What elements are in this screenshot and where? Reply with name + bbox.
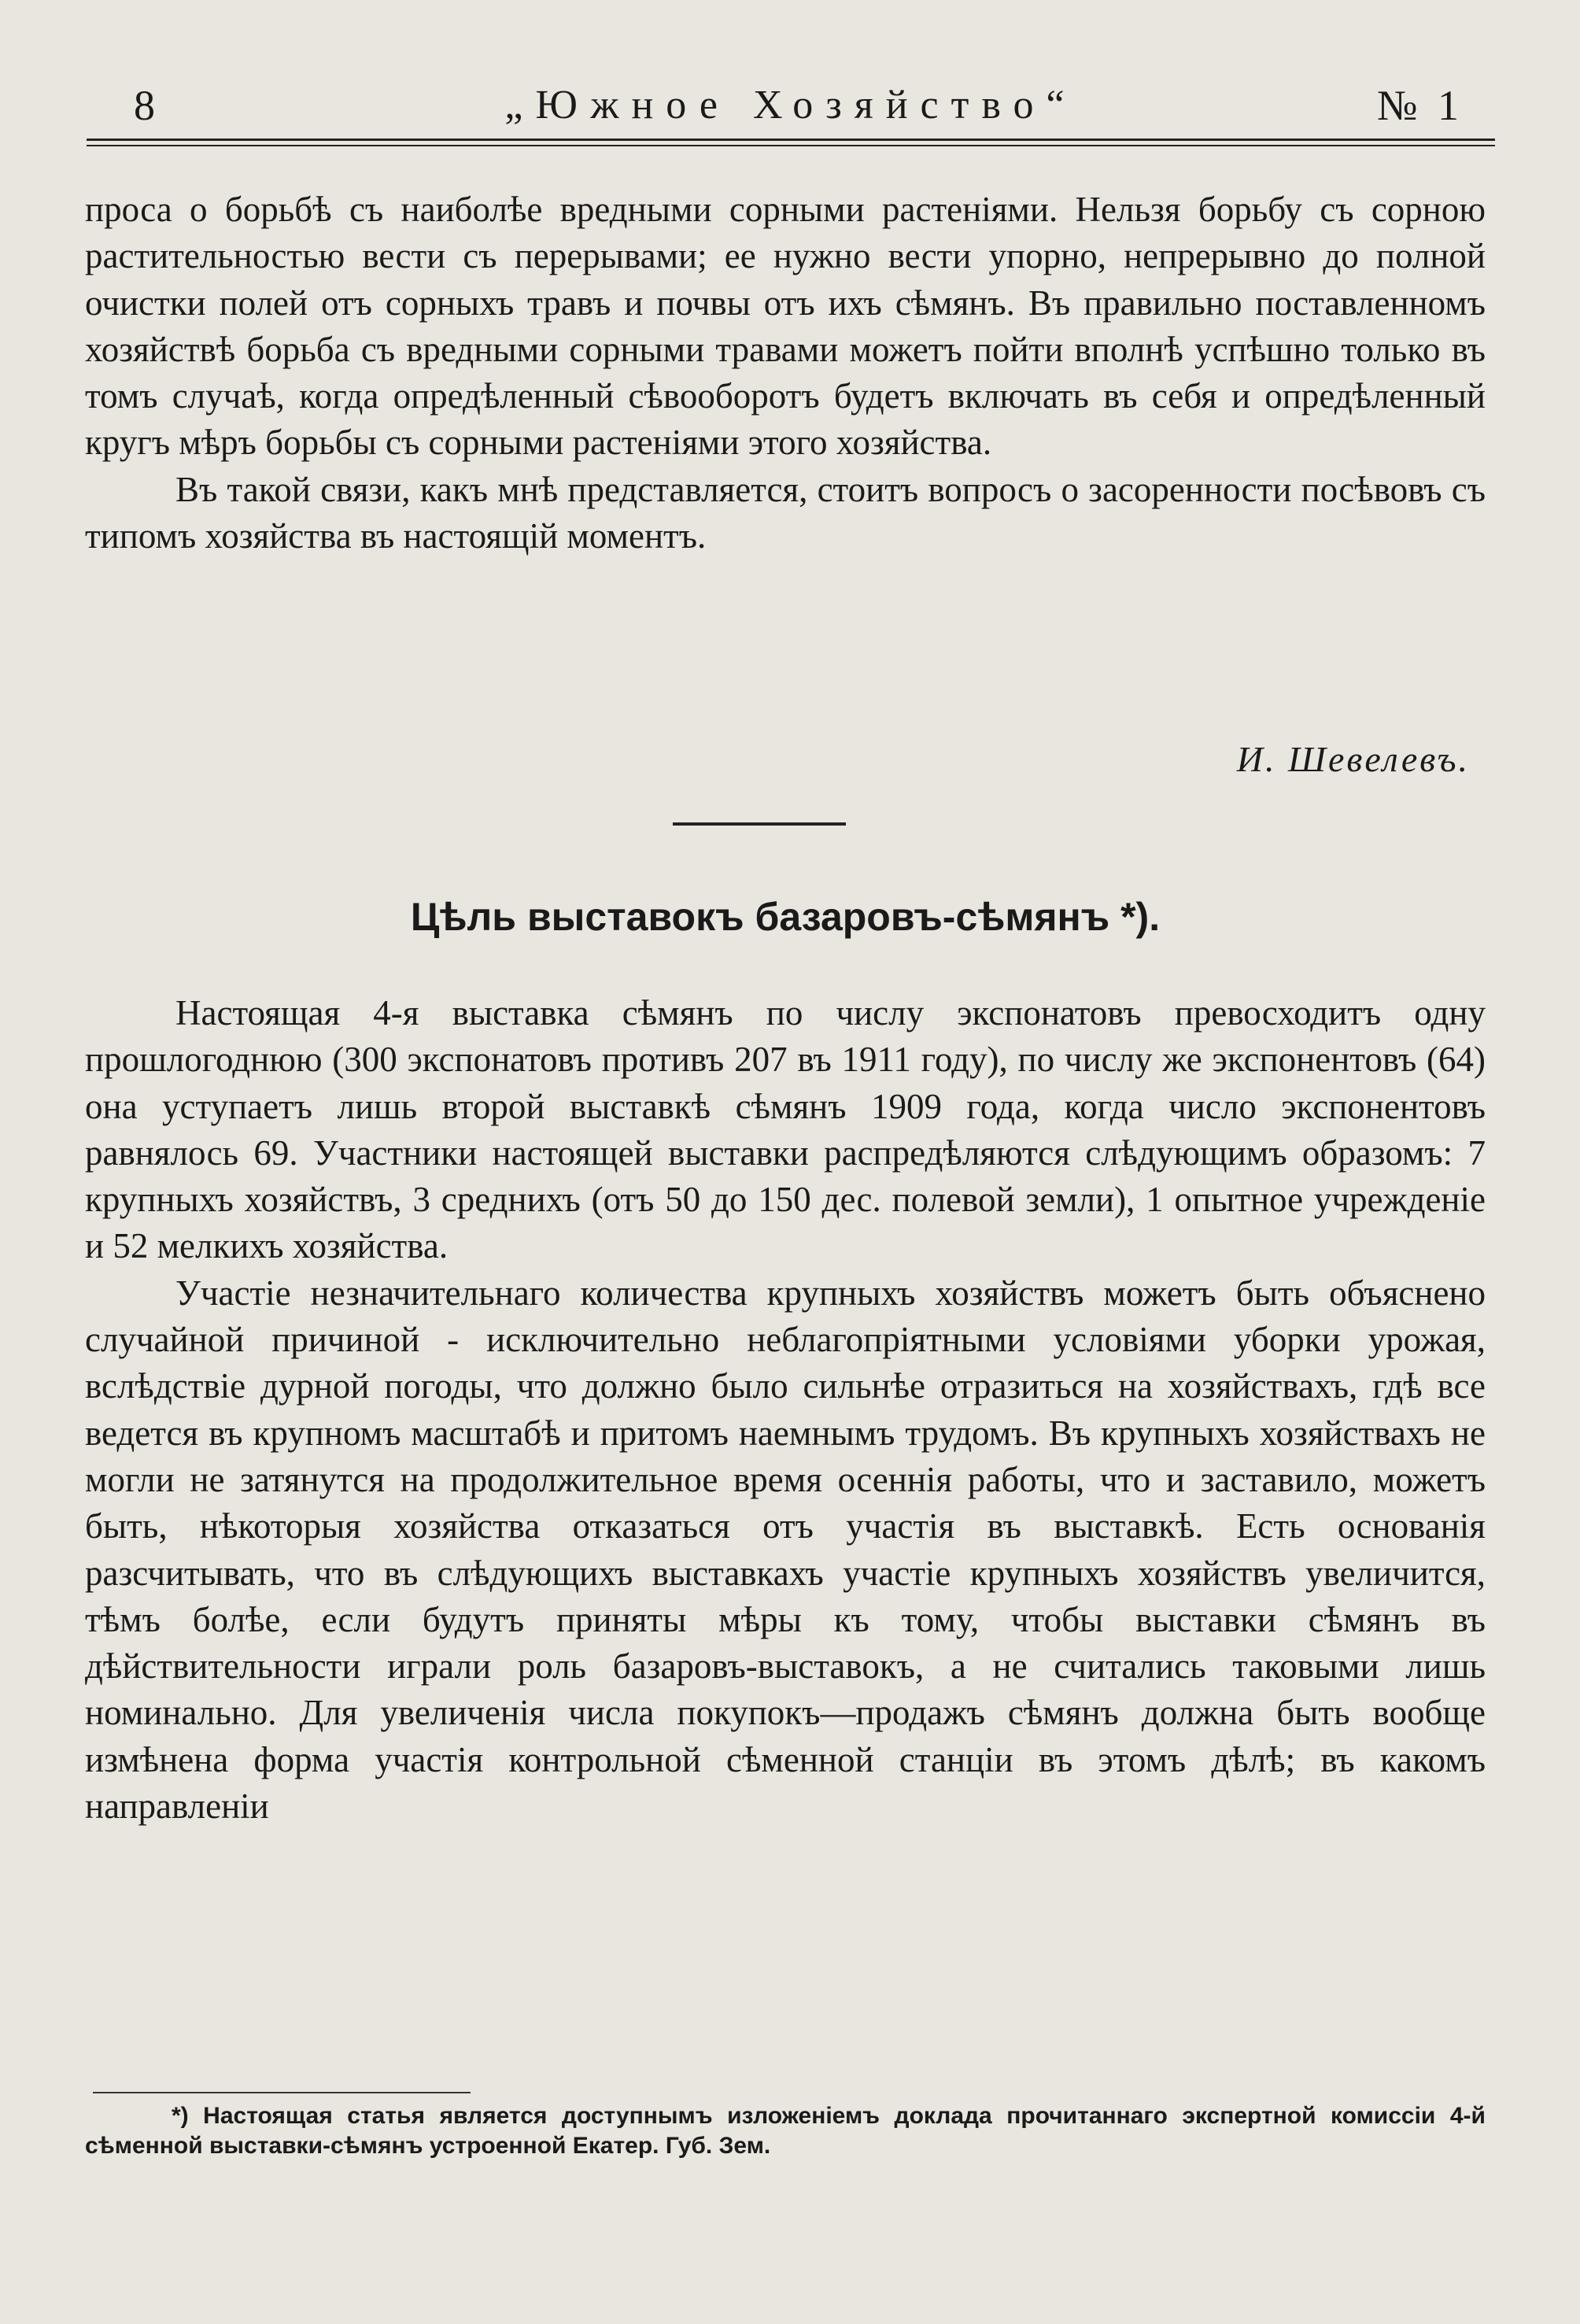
section-divider — [673, 822, 846, 826]
running-header — [87, 77, 1495, 134]
page-number: 8 — [134, 82, 155, 129]
footnote-text: *) Настоящая статья является доступнымъ изложеніемъ доклада прочитаннаго экспертной комиссіи 4-й сѣменной выставки-сѣмянъ устроенной Екатер. Губ. Зем. — [85, 2103, 1486, 2159]
journal-title: „Южное Хозяйство“ — [504, 83, 1077, 127]
article-body — [85, 990, 1486, 1830]
author-signature: И. Шевелевъ. — [1236, 739, 1470, 779]
header-rule-thin — [87, 145, 1495, 146]
article-continuation — [85, 187, 1486, 560]
paragraph: Участіе незначительнаго количества крупныхъ хозяйствъ можетъ быть объяснено случайной причиной - исключительно неблагопріятными условіями уборки урожая, вслѣдствіе дурной погоды, что должно было сильнѣе отразиться на хозяйствахъ, гдѣ все ведется въ крупномъ масштабѣ и притомъ наемнымъ трудомъ. Въ крупныхъ хозяйствахъ не могли не затянутся на продолжительное время осеннія работы, что и заставило, можетъ быть, нѣкоторыя хозяйства отказаться отъ участія въ выставкѣ. Есть основанія разсчитывать, что въ слѣдующихъ выставкахъ участіе крупныхъ хозяйствъ увеличится, тѣмъ болѣе, если будутъ приняты мѣры къ тому, чтобы выставки сѣмянъ въ дѣйствительности играли роль базаровъ-выставокъ, а не считались таковыми лишь номинально. Для увеличенія числа покупокъ—продажъ сѣмянъ должна быть вообще измѣнена форма участія контрольной сѣменной станціи въ этомъ дѣлѣ; въ какомъ направленіи — [85, 1273, 1486, 1827]
issue-number: № 1 — [1376, 82, 1464, 129]
footnote — [85, 2101, 1486, 2161]
paragraph: Настоящая 4-я выставка сѣмянъ по числу экспонатовъ превосходитъ одну прошлогоднюю (300 экспонатовъ противъ 207 въ 1911 году), по числу же экспонентовъ (64) она уступаетъ лишь второй выставкѣ сѣмянъ 1909 года, когда число экспонентовъ равнялось 69. Участники настоящей выставки распредѣляются слѣдующимъ образомъ: 7 крупныхъ хозяйствъ, 3 среднихъ (отъ 50 до 150 дес. полевой земли), 1 опытное учрежденіе и 52 мелкихъ хозяйства. — [85, 993, 1486, 1266]
article-title: Цѣль выставокъ базаровъ-сѣмянъ *). — [410, 895, 1161, 939]
footnote-rule — [93, 2092, 471, 2093]
paragraph: Въ такой связи, какъ мнѣ представляется, стоитъ вопросъ о засоренности посѣвовъ съ типомъ хозяйства въ настоящій моментъ. — [85, 469, 1486, 556]
paragraph: проса о борьбѣ съ наиболѣе вредными сорными растеніями. Нельзя борьбу съ сорною растительностью вести съ перерывами; ее нужно вести упорно, непрерывно до полной очистки полей отъ сорныхъ травъ и почвы отъ ихъ сѣмянъ. Въ правильно поставленномъ хозяйствѣ борьба съ вредными сорными травами можетъ пойти вполнѣ успѣшно только въ томъ случаѣ, когда опредѣленный сѣвооборотъ будетъ включать въ себя и опредѣленный кругъ мѣръ борьбы съ сорными растеніями этого хозяйства. — [85, 190, 1486, 463]
header-rule — [87, 139, 1495, 141]
